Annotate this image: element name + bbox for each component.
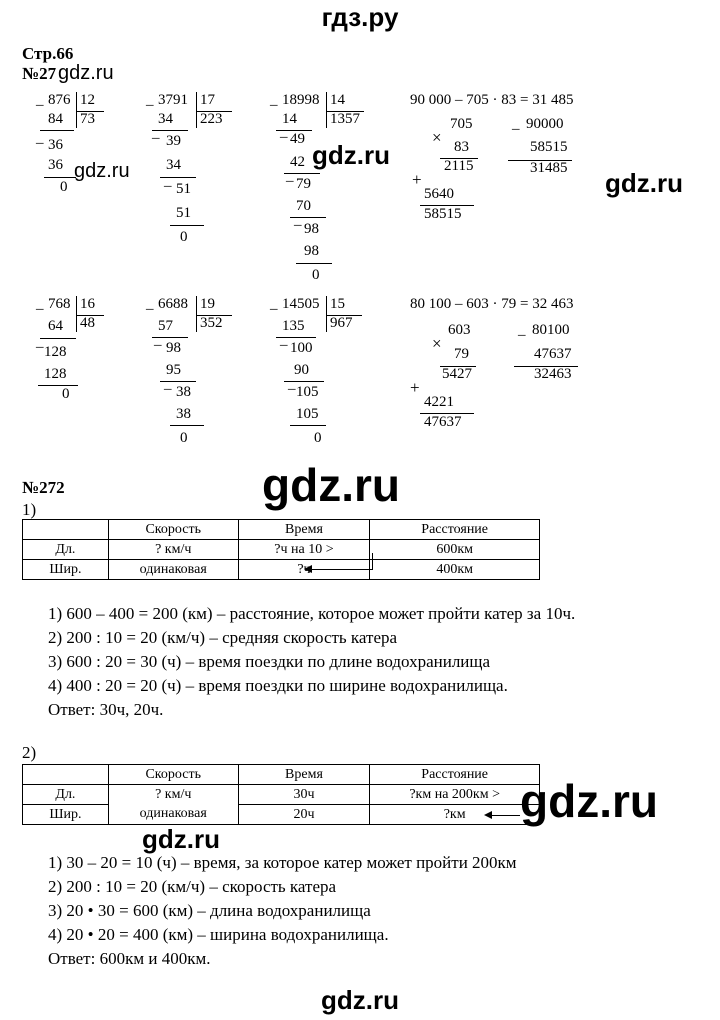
watermark: gdz.ru: [142, 824, 220, 854]
dividend: 14505: [282, 296, 320, 312]
table-cell: ?ч на 10 >: [238, 540, 370, 560]
table-cell: 30ч: [238, 785, 370, 805]
equation: 90 000 – 705 · 83 = 31 485: [410, 92, 574, 108]
divisor: 17: [200, 92, 215, 108]
table-cell: Дл.: [23, 785, 109, 805]
solution-line: 3) 20 • 30 = 600 (км) – длина водохранилища: [48, 901, 371, 920]
table-cell: Дл.: [23, 540, 109, 560]
table-cell: ?км на 200км >: [370, 785, 540, 805]
table-cell: 20ч: [238, 805, 370, 825]
solution-line: 1) 30 – 20 = 10 (ч) – время, за которое катер может пройти 200км: [48, 853, 517, 872]
solution-line: 2) 200 : 10 = 20 (км/ч) – скорость катера: [48, 877, 337, 896]
table-row: [23, 805, 540, 825]
watermark: gdz.ru: [605, 168, 683, 198]
divisor: 19: [200, 296, 215, 312]
solution-line: 3) 600 : 20 = 30 (ч) – время поездки по длине водохранилища: [48, 652, 491, 671]
table-header-cell: Скорость: [108, 520, 238, 540]
table-cell: Шир.: [23, 560, 109, 580]
dividend: 876: [48, 92, 71, 108]
part-2-label: 2): [22, 743, 37, 762]
divisor: 14: [330, 92, 345, 108]
answer: Ответ: 30ч, 20ч.: [48, 700, 164, 719]
watermark: gdz.ru: [58, 62, 114, 84]
table-header-row: [23, 520, 540, 540]
watermark: gdz.ru: [262, 459, 400, 511]
task-272-label: №272: [22, 478, 65, 497]
equation: 80 100 – 603 · 79 = 32 463: [410, 296, 574, 312]
dividend: 768: [48, 296, 71, 312]
table-cell: Шир.: [23, 805, 109, 825]
table-row: [23, 540, 540, 560]
table-cell: одинаковая: [108, 560, 238, 580]
quotient: 1357: [330, 111, 360, 127]
quotient: 352: [200, 315, 223, 331]
table-header-cell: Расстояние: [370, 520, 540, 540]
watermark: gdz.ru: [74, 160, 130, 182]
quotient: 967: [330, 315, 353, 331]
task-272-part2-table: [22, 764, 540, 825]
task-27-label: №27: [22, 64, 57, 83]
divisor: 15: [330, 296, 345, 312]
task-272-part1-table: [22, 519, 540, 580]
table-cell: ?ч: [238, 560, 370, 580]
table-row: [23, 560, 540, 580]
table-row: [23, 785, 540, 805]
table-cell: 600км: [370, 540, 540, 560]
table-header-cell: Расстояние: [370, 765, 540, 785]
site-title: гдз.ру: [321, 2, 399, 32]
solution-line: 2) 200 : 10 = 20 (км/ч) – средняя скорость катера: [48, 628, 398, 647]
dividend: 18998: [282, 92, 320, 108]
table-cell: одинаковая: [108, 805, 238, 825]
table-cell: ?км: [370, 805, 540, 825]
quotient: 48: [80, 315, 95, 331]
solution-line: 1) 600 – 400 = 200 (км) – расстояние, которое может пройти катер за 10ч.: [48, 604, 576, 623]
table-header-cell: Время: [238, 765, 370, 785]
solution-line: 4) 20 • 20 = 400 (км) – ширина водохранилища.: [48, 925, 389, 944]
page-reference: Стр.66: [22, 44, 74, 63]
table-header-cell: [23, 765, 109, 785]
divisor: 12: [80, 92, 95, 108]
table-cell: ? км/ч: [108, 540, 238, 560]
table-header-row: [23, 765, 540, 785]
table-header-cell: [23, 520, 109, 540]
dividend: 3791: [158, 92, 188, 108]
dividend: 6688: [158, 296, 188, 312]
table-header-cell: Время: [238, 520, 370, 540]
quotient: 73: [80, 111, 95, 127]
divisor: 16: [80, 296, 95, 312]
solution-line: 4) 400 : 20 = 20 (ч) – время поездки по ширине водохранилища.: [48, 676, 508, 695]
table-cell: 400км: [370, 560, 540, 580]
table-header-cell: Скорость: [108, 765, 238, 785]
watermark: gdz.ru: [312, 140, 390, 170]
part-1-label: 1): [22, 500, 37, 519]
site-footer: gdz.ru: [321, 985, 399, 1015]
table-cell: ? км/ч: [108, 785, 238, 805]
quotient: 223: [200, 111, 223, 127]
watermark: gdz.ru: [520, 775, 658, 827]
answer: Ответ: 600км и 400км.: [48, 949, 211, 968]
